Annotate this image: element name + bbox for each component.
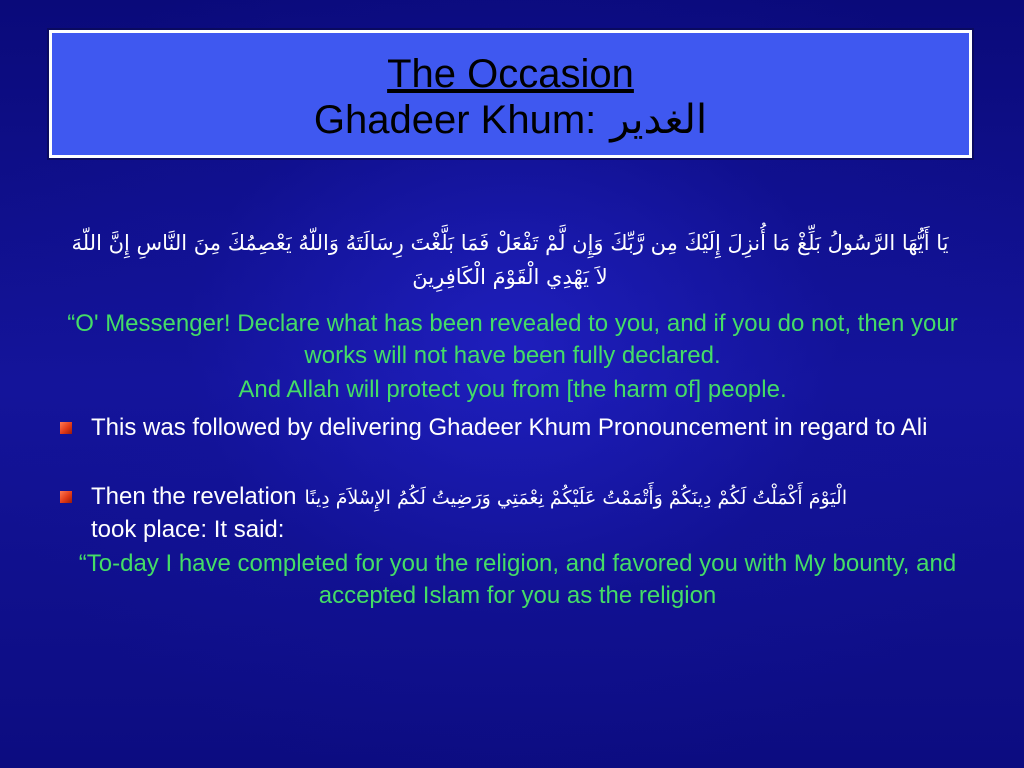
bullet-text-2-end: took place: It said: <box>91 516 285 543</box>
slide-title: The Occasion <box>387 52 634 96</box>
bullet-text-1: This was followed by delivering Ghadeer Khum Pronouncement in regard to Ali <box>91 414 928 441</box>
slide-subtitle: Ghadeer Khum: <box>313 98 597 142</box>
bullet-text-2-arabic: الْيَوْمَ أَكْمَلْتُ لَكُمْ دِينَكُمْ وَأَتْمَمْتُ عَلَيْكُمْ نِعْمَتِي وَرَضِيتُ لَكُمُ الإِسْلاَمَ دِينًا <box>304 487 848 509</box>
bullet-text-2-start: Then the revelation <box>91 483 297 510</box>
slide-subtitle-arabic: الغدير <box>610 97 708 143</box>
bullet-text-2 <box>91 481 971 546</box>
verse-translation-1: “O' Messenger! Declare what has been revealed to you, and if you do not, then your works will not have been fully declared. <box>67 310 958 369</box>
closing-quote: “To-day I have completed for you the religion, and favored you with My bounty, and accepted Islam for you as the religion <box>78 550 957 609</box>
verse-arabic: يَا أَيُّهَا الرَّسُولُ بَلِّغْ مَا أُنزِلَ إِلَيْكَ مِن رَّبِّكَ وَإِن لَّمْ تَفْعَلْ فَمَا بَلَّغْتَ رِسَالَتَهُ وَاللّهُ يَعْصِمُكَ مِنَ النَّاسِ إِنَّ اللّهَ لاَ يَهْدِي الْقَوْمَ الْكَافِرِينَ <box>71 231 949 289</box>
verse-translation-2: And Allah will protect you from [the harm of] people. <box>238 376 787 403</box>
bullet-square-icon <box>60 422 72 434</box>
bullet-square-icon <box>60 491 72 503</box>
